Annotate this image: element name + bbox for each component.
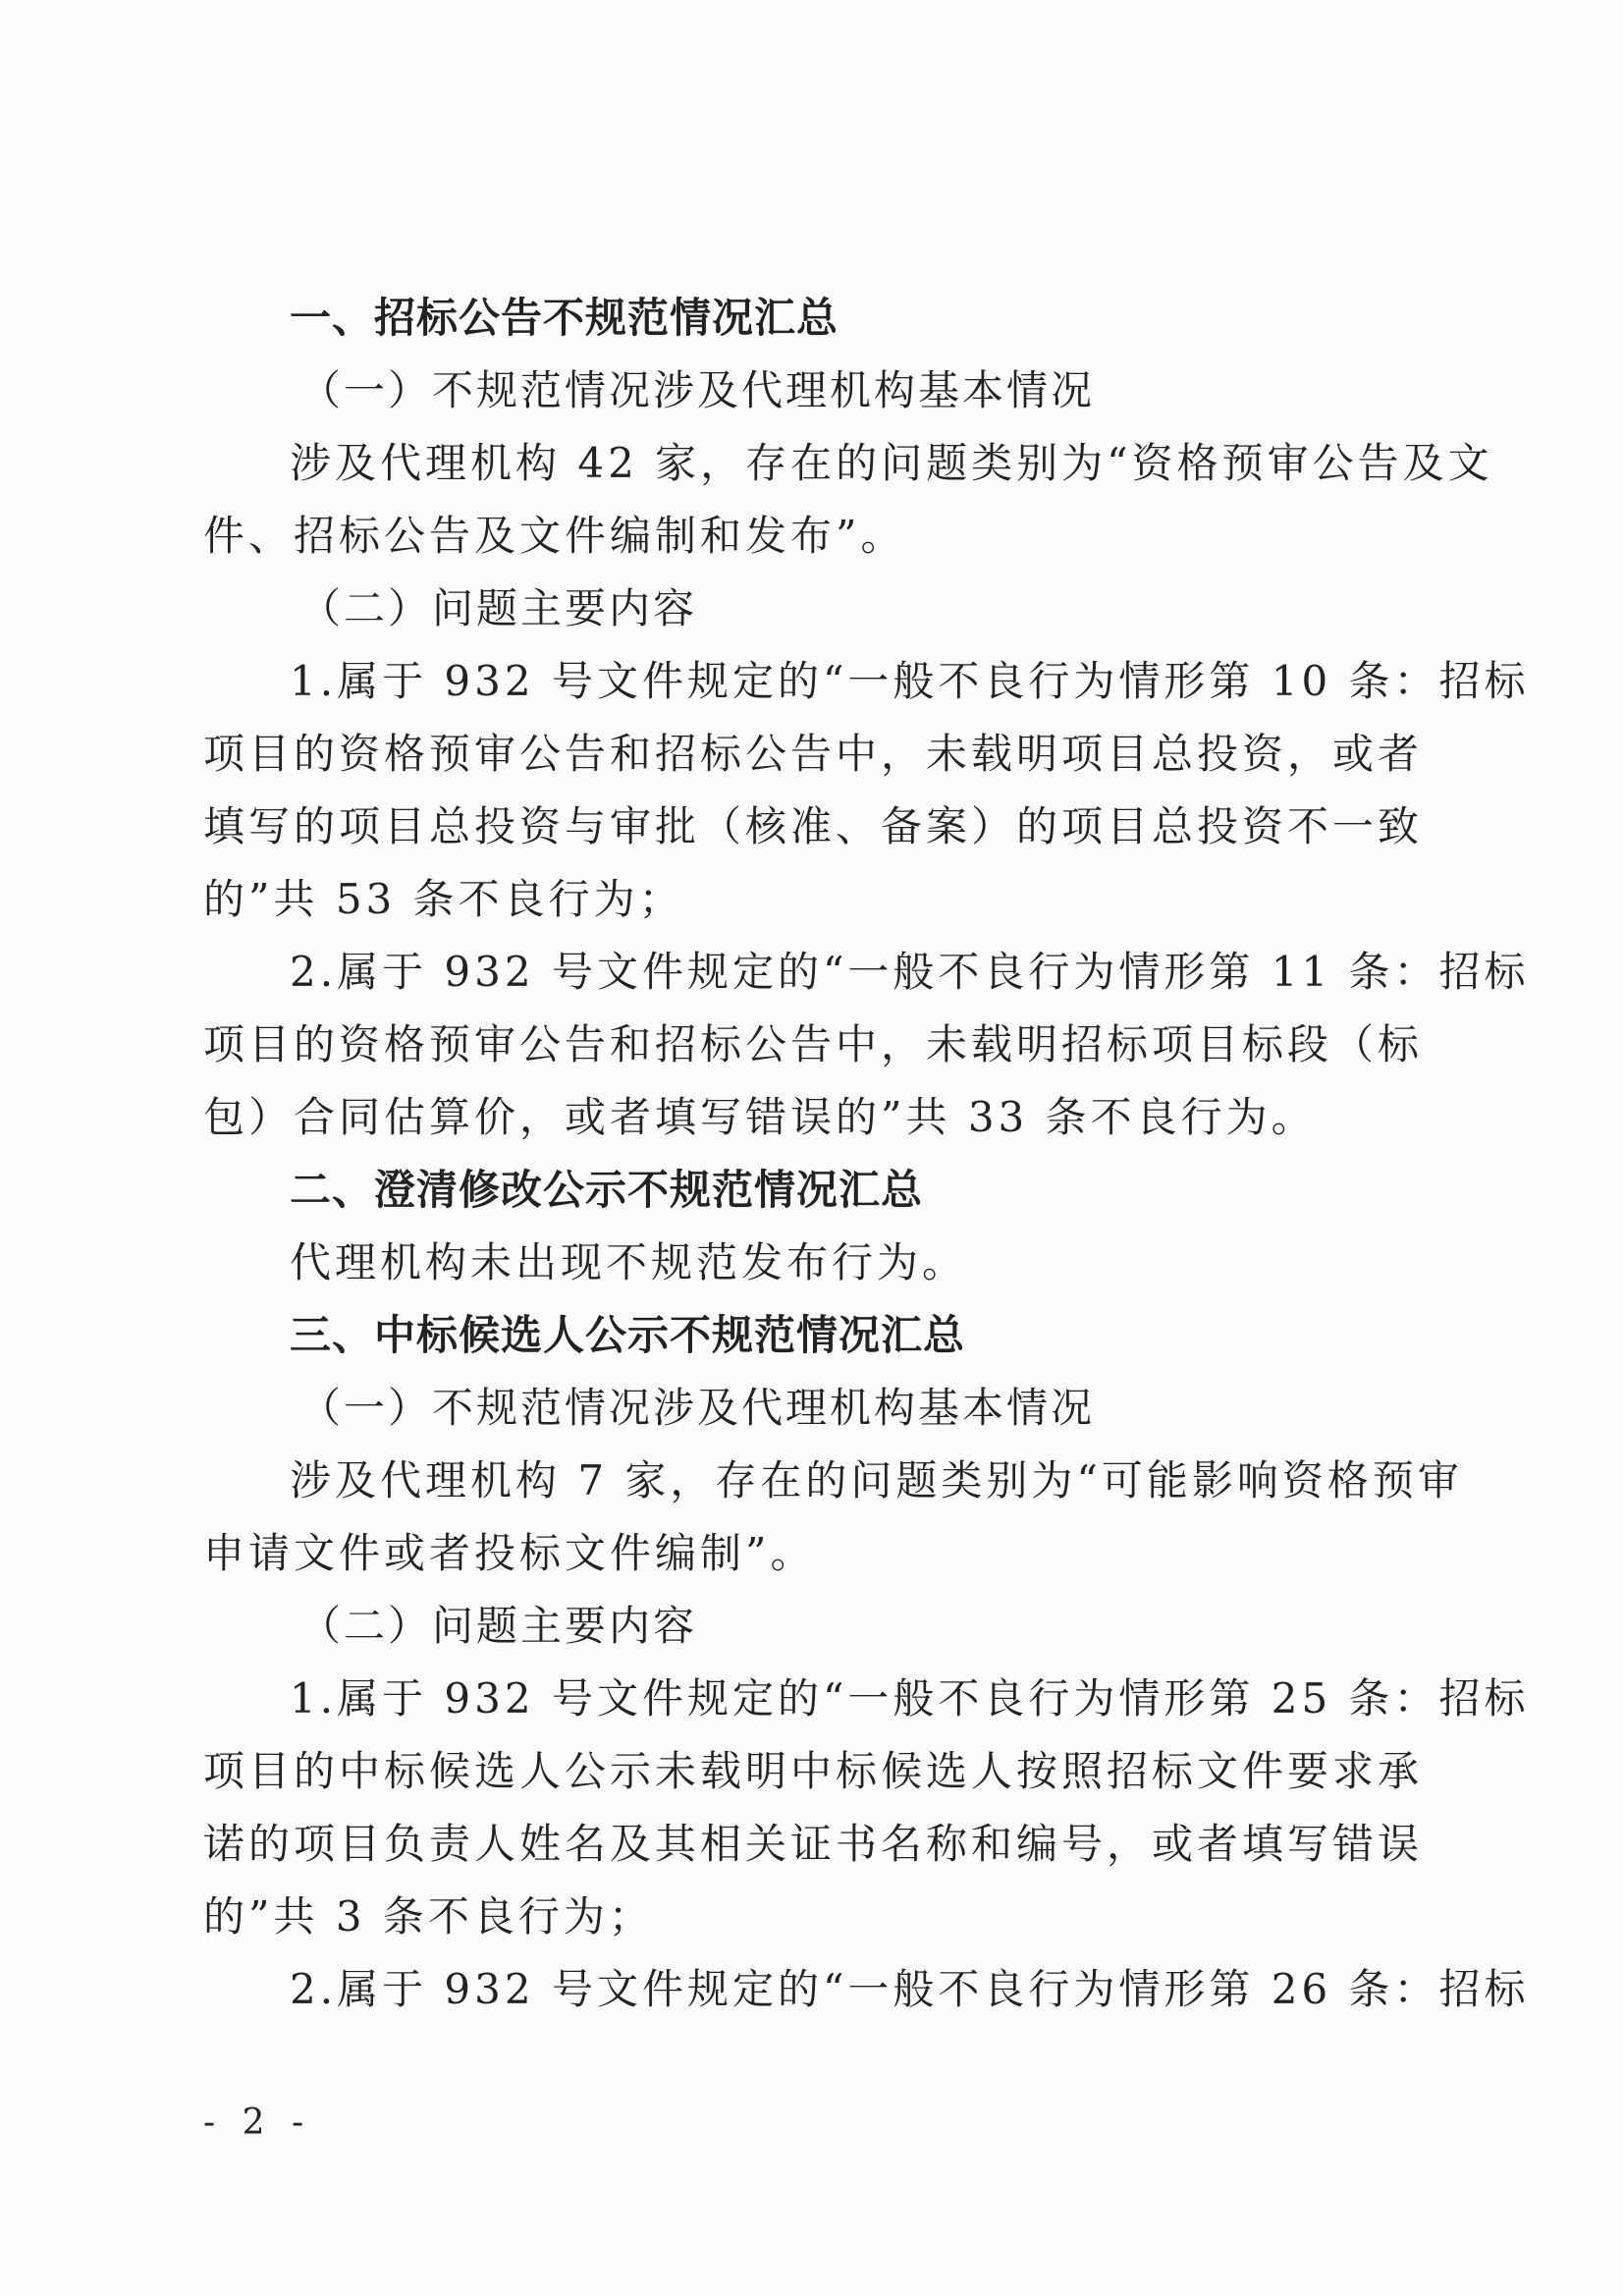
section1-heading: 一、招标公告不规范情况汇总	[290, 294, 839, 342]
section3-item1-line2: 项目的中标候选人公示未载明中标候选人按照招标文件要求承	[203, 1747, 1424, 1795]
page-number: - 2 -	[203, 2103, 312, 2143]
section1-sub1-text-line1: 涉及代理机构 42 家，存在的问题类别为“资格预审公告及文	[290, 439, 1493, 487]
section3-sub1-heading: （一）不规范情况涉及代理机构基本情况	[299, 1384, 1096, 1432]
section2-text: 代理机构未出现不规范发布行为。	[290, 1238, 968, 1286]
section1-item1-line3: 填写的项目总投资与审批（核准、备案）的项目总投资不一致	[203, 802, 1424, 850]
section3-sub2-heading: （二）问题主要内容	[299, 1602, 698, 1650]
section3-sub1-text-line2: 申请文件或者投标文件编制”。	[203, 1529, 816, 1577]
section1-item2-line2: 项目的资格预审公告和招标公告中，未载明招标项目标段（标	[203, 1020, 1424, 1068]
section3-item1-line3: 诺的项目负责人姓名及其相关证书名称和编号，或者填写错误	[203, 1820, 1424, 1868]
section1-item2-line3: 包）合同估算价，或者填写错误的”共 33 条不良行为。	[203, 1093, 1317, 1141]
section2-heading: 二、澄清修改公示不规范情况汇总	[290, 1166, 924, 1214]
section3-item1-line1: 1.属于 932 号文件规定的“一般不良行为情形第 25 条：招标	[290, 1674, 1530, 1722]
section1-item1-line1: 1.属于 932 号文件规定的“一般不良行为情形第 10 条：招标	[290, 657, 1530, 705]
section1-item2-line1: 2.属于 932 号文件规定的“一般不良行为情形第 11 条：招标	[290, 948, 1530, 996]
section3-sub1-text-line1: 涉及代理机构 7 家，存在的问题类别为“可能影响资格预审	[290, 1456, 1463, 1504]
section3-item1-line4: 的”共 3 条不良行为；	[203, 1892, 654, 1941]
section1-sub2-heading: （二）问题主要内容	[299, 584, 698, 632]
section3-item2-line1: 2.属于 932 号文件规定的“一般不良行为情形第 26 条：招标	[290, 1965, 1530, 2013]
section1-sub1-text-line2: 件、招标公告及文件编制和发布”。	[203, 512, 906, 560]
section1-item1-line4: 的”共 53 条不良行为；	[203, 875, 684, 923]
section3-heading: 三、中标候选人公示不规范情况汇总	[290, 1311, 966, 1359]
section1-item1-line2: 项目的资格预审公告和招标公告中，未载明项目总投资，或者	[203, 730, 1424, 778]
section1-sub1-heading: （一）不规范情况涉及代理机构基本情况	[299, 366, 1096, 414]
